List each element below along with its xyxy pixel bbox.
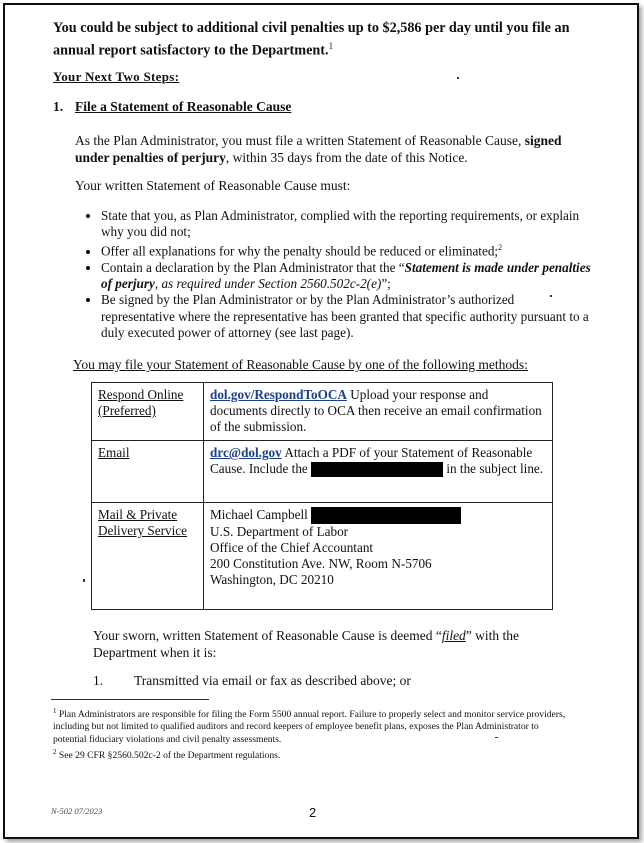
mail-address-line: Office of the Chief Accountant [210,540,374,556]
document-page [3,3,639,839]
respond-online-link[interactable]: dol.gov/RespondToOCA [210,387,347,402]
filed-definition-start: Your sworn, written Statement of Reasonable Cause is deemed “ [93,628,442,643]
footnote-2 [53,746,573,762]
filed-condition-number: 1. [93,673,104,688]
method-detail-email [204,441,553,503]
email-link[interactable]: drc@dol.gov [210,445,282,460]
mail-address-line: U.S. Department of Labor [210,524,349,540]
table-row [92,441,553,503]
step-1-title: File a Statement of Reasonable Cause [75,99,292,114]
requirement-bold-text: Statement is made under penalties of perjury [101,260,591,292]
requirement-text: ”; [381,276,391,292]
footnote-1-text: Plan Administrators are responsible for filing the Form 5500 annual report. Failure to properly select and monitor service providers, including but not limited to qualified auditors and record keepers of employee benefit plans, exposes the Plan Administrator to potential fiduciary violations and civil penalty assessments. [53,709,566,745]
footnote-2-marker: 2 [53,747,57,756]
methods-heading: You may file your Statement of Reasonable Cause by one of the following methods: [73,357,528,372]
requirement-text: Contain a declaration by the Plan Administrator that the “ [101,260,405,275]
footnote-1-marker: 1 [53,707,57,715]
page-number: 2 [309,805,317,820]
form-id: N-502 07/2023 [51,806,103,816]
scan-speck [550,295,552,297]
filing-instruction [75,132,575,166]
method-detail-mail [204,503,553,610]
method-detail-text: Upload your response and documents directly to OCA then receive an email confirmation of the submission. [210,387,542,434]
filing-instruction-start: As the Plan Administrator, you must file a written Statement of Reasonable Cause, [75,133,525,148]
penalty-warning-text: You could be subject to additional civil penalties up to $2,586 per day until you file an annual report satisfactory to the Department. [53,20,570,59]
scan-speck [457,77,459,79]
requirement-item [101,240,591,260]
footnote-2-text: See 29 CFR §2560.502c-2 of the Department regulations. [56,749,281,761]
method-detail-online [204,383,553,441]
requirement-item: • State that you, as Plan Administrator, complied with the reporting requirements, or explain why you did not; [101,208,591,240]
table-row [92,383,553,441]
filed-definition-end: ” with the Department when it is: [93,628,520,660]
requirement-item [101,260,591,292]
method-label-mail: Mail & Private Delivery Service [92,503,204,610]
method-label-email: Email [92,441,204,503]
filing-instruction-end: , within 35 days from the date of this Notice. [225,150,468,165]
step-1-heading [53,99,291,115]
step-1-number: 1. [53,99,64,114]
requirement-text: Offer all explanations for why the penalty should be reduced or eliminated; [101,243,499,259]
footnote-ref-1: 1 [328,41,334,51]
mail-address-line: Washington, DC 20210 [210,572,334,588]
method-detail-text: in the subject line. [443,461,544,476]
penalty-warning [53,19,573,60]
filed-condition-1 [93,673,411,689]
scan-speck [83,579,85,582]
footnote-divider [51,699,209,700]
address-name: Michael Campbell [210,507,308,522]
filed-condition-text: Transmitted via email or fax as described above; or [134,673,411,688]
mail-address-line [210,507,546,524]
filed-definition [93,627,555,661]
requirements-list [85,208,591,341]
requirement-italic-text: , as required under Section 2560.502c-2(e) [154,276,382,292]
requirements-intro: Your written Statement of Reasonable Cause must: [75,178,351,193]
filing-instruction-bold: signed under penalties of perjury [75,133,562,165]
requirement-item: • Be signed by the Plan Administrator or by the Plan Administrator’s authorized representative where the representative has been granted that specific authority pursuant to a duly executed power of attorney (see last page). [101,292,591,341]
footnote-ref-2: 2 [498,243,503,253]
table-row [92,503,553,610]
redaction-bar [311,462,443,477]
methods-table [91,382,553,610]
footnote-1 [53,705,573,746]
method-label-online: Respond Online (Preferred) [92,383,204,441]
method-detail-text: Attach a PDF of your Statement of Reasonable Cause. Include the [210,445,533,476]
redaction-bar [311,507,461,524]
mail-address-line: 200 Constitution Ave. NW, Room N-5706 [210,556,432,572]
filed-term: filed [441,628,466,643]
next-steps-heading: Your Next Two Steps: [53,69,180,84]
footnotes [53,705,573,762]
scan-speck [495,737,498,738]
